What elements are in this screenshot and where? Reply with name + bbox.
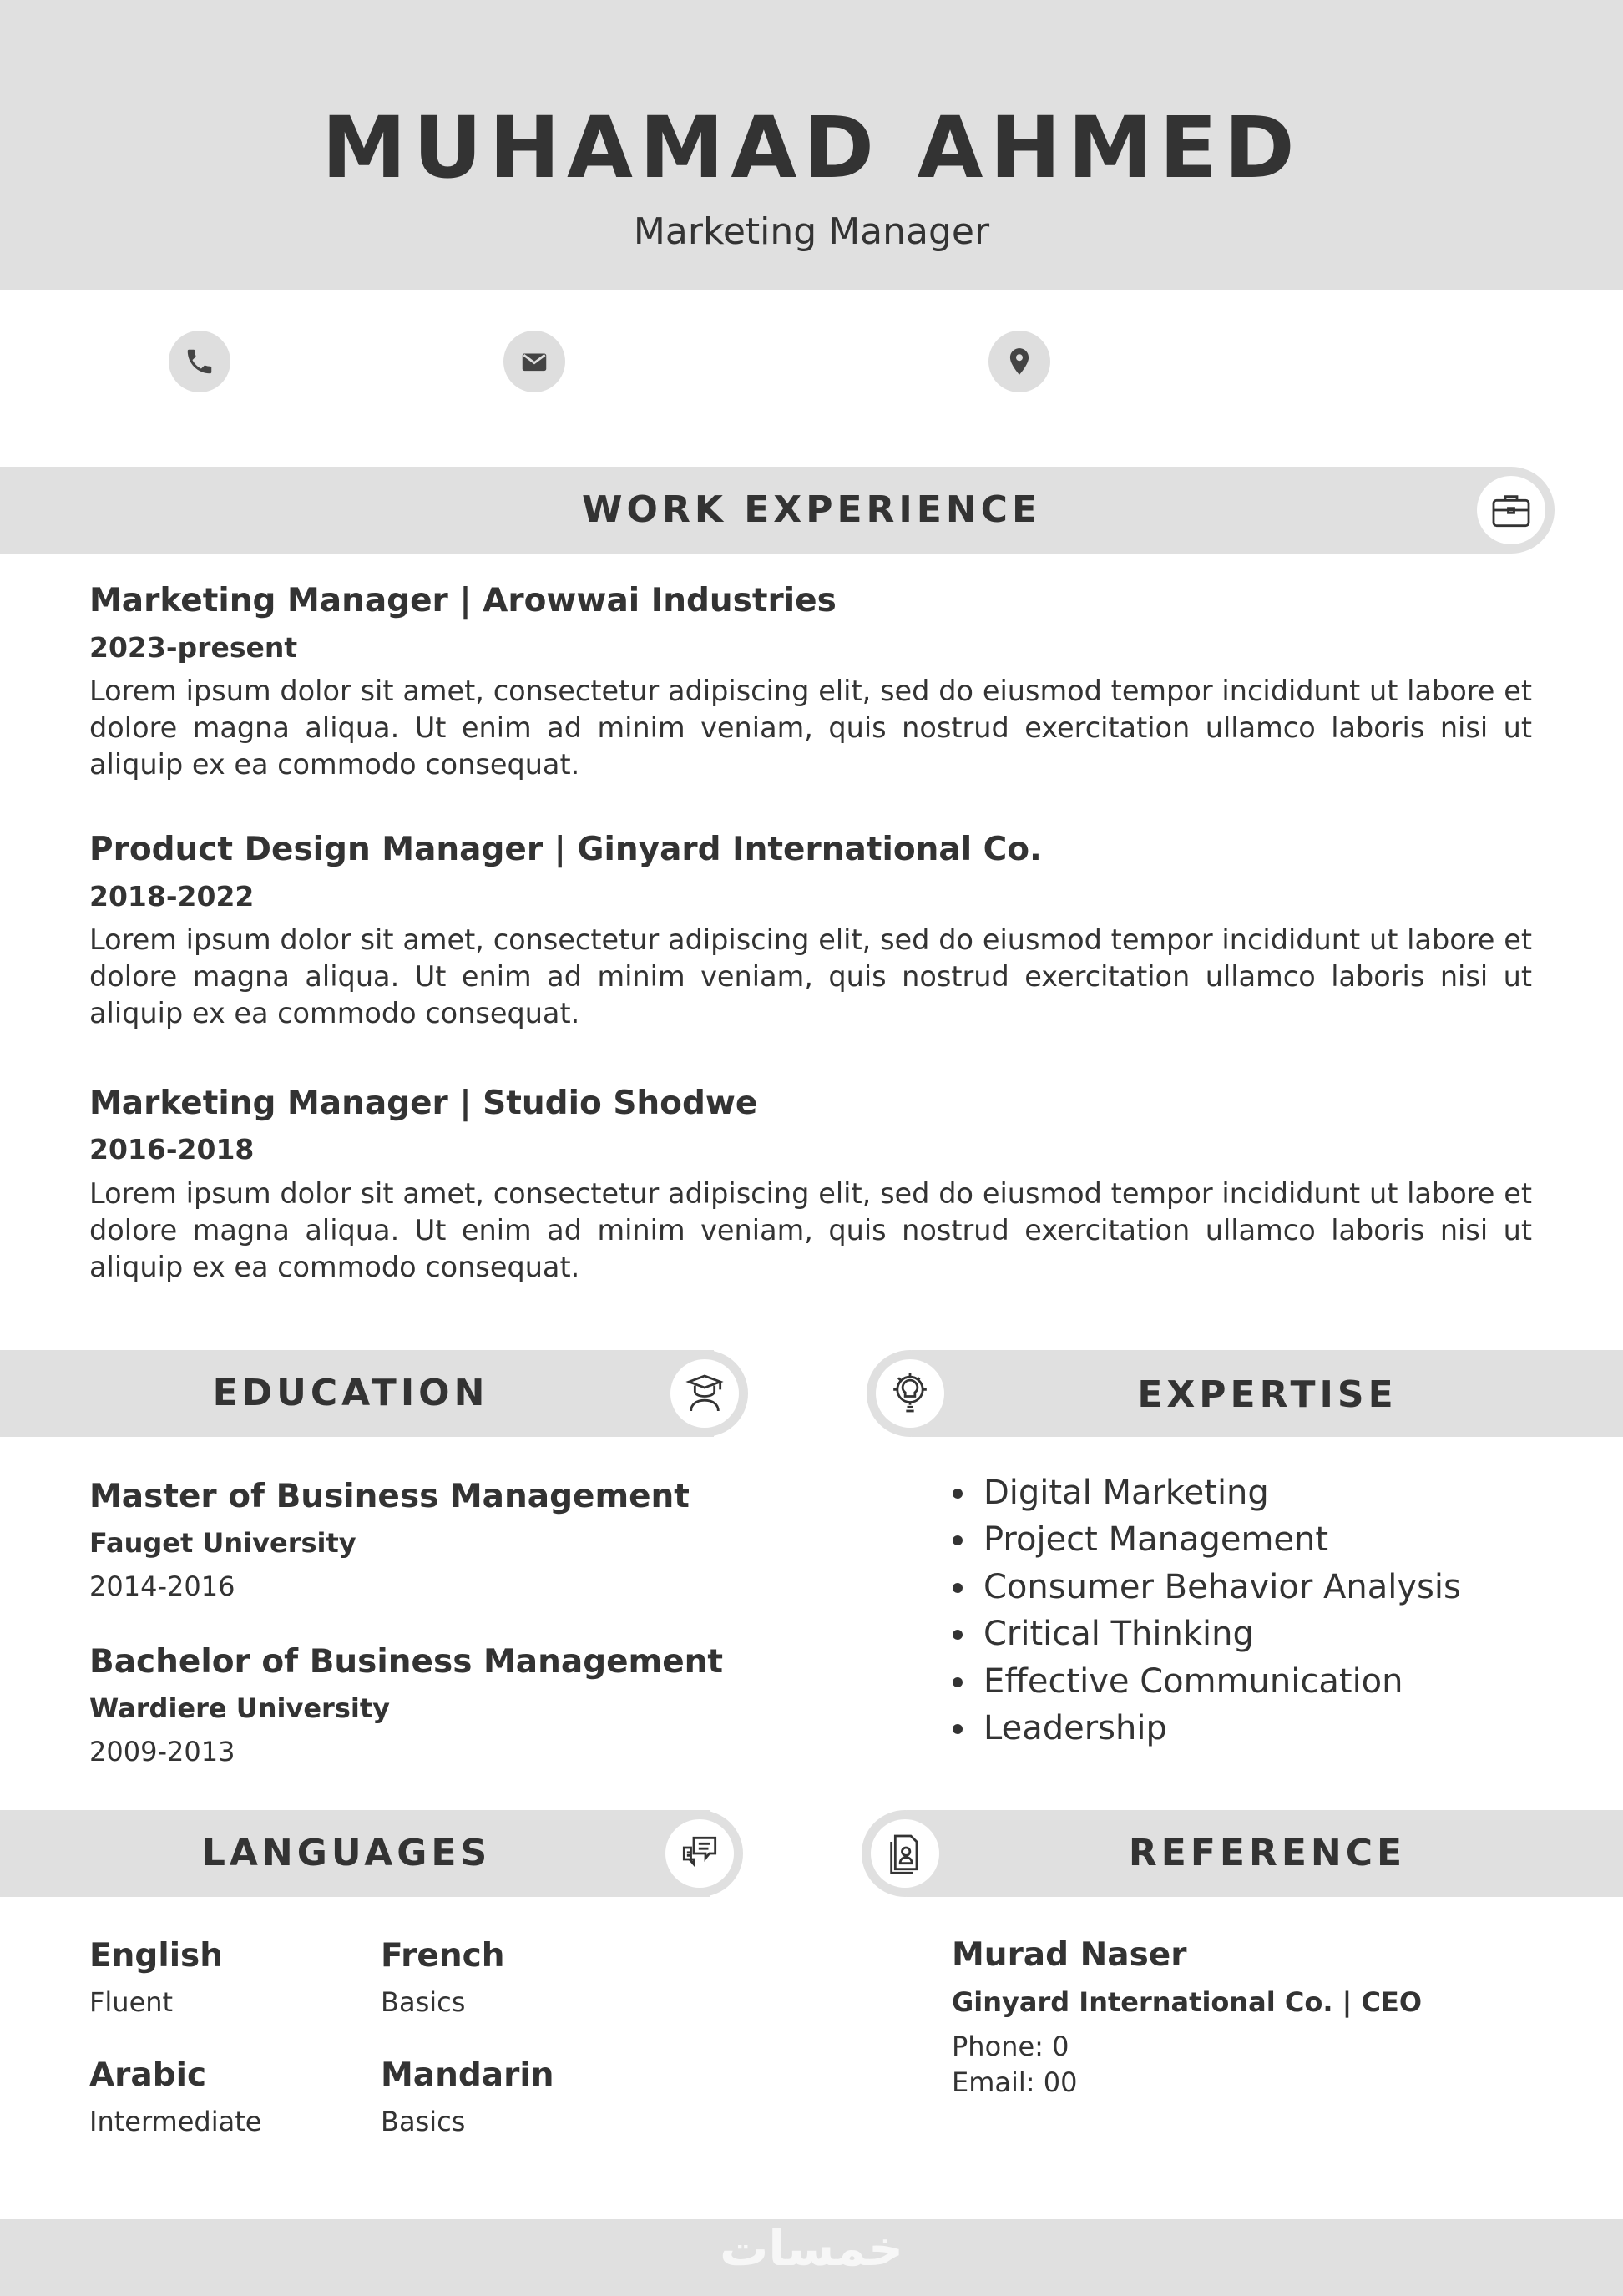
reference-icon-ring (862, 1810, 948, 1897)
job-title: Marketing Manager | Arowwai Industries (89, 582, 837, 620)
languages-icon-ring (656, 1810, 743, 1897)
language-level: Basics (381, 1986, 466, 2018)
job-description: Lorem ipsum dolor sit amet, consectetur adipiscing elit, sed do eiusmod tempor incididunt ut labore et dolore magna aliqua. Ut enim ad minim veniam, quis nostrud exercitation ullamco laboris nisi ut aliquip ex ea commodo consequat. (89, 923, 1532, 1029)
education-years: 2009-2013 (89, 1736, 235, 1768)
phone-icon[interactable] (169, 331, 230, 392)
briefcase-icon (1477, 476, 1545, 544)
language-name: Mandarin (381, 2056, 554, 2094)
languages-heading: LANGUAGES (201, 1832, 492, 1874)
list-item: • Project Management (978, 1516, 1461, 1563)
watermark: خمسات (720, 2220, 903, 2277)
job-title: Product Design Manager | Ginyard International Co. (89, 831, 1042, 868)
reference-email: Email: 00 (952, 2066, 1078, 2098)
education-years: 2014-2016 (89, 1570, 235, 1602)
list-item: • Consumer Behavior Analysis (978, 1564, 1461, 1611)
expertise-heading: EXPERTISE (1137, 1373, 1398, 1416)
work-experience-icon-ring (1468, 467, 1555, 554)
list-item: • Digital Marketing (978, 1469, 1461, 1516)
language-name: English (89, 1937, 224, 1975)
expertise-list (933, 1469, 1461, 1752)
graduate-icon (670, 1359, 739, 1428)
job-description: Lorem ipsum dolor sit amet, consectetur adipiscing elit, sed do eiusmod tempor incididunt ut labore et dolore magna aliqua. Ut enim ad minim veniam, quis nostrud exercitation ullamco laboris nisi ut aliquip ex ea commodo consequat. (89, 1177, 1532, 1283)
job-period: 2023-present (89, 631, 298, 664)
location-icon[interactable] (988, 331, 1050, 392)
job-description: Lorem ipsum dolor sit amet, consectetur adipiscing elit, sed do eiusmod tempor incididunt ut labore et dolore magna aliqua. Ut enim ad minim veniam, quis nostrud exercitation ullamco laboris nisi ut aliquip ex ea commodo consequat. (89, 675, 1532, 781)
candidate-name: MUHAMAD AHMED (321, 99, 1302, 198)
language-level: Fluent (89, 1986, 174, 2018)
lightbulb-gear-icon (876, 1359, 944, 1428)
candidate-title: Marketing Manager (633, 210, 990, 253)
reference-name: Murad Naser (952, 1936, 1187, 1974)
language-level: Intermediate (89, 2106, 262, 2137)
language-level: Basics (381, 2106, 466, 2137)
education-degree: Master of Business Management (89, 1478, 690, 1515)
reference-heading: REFERENCE (1128, 1832, 1407, 1874)
email-icon[interactable] (503, 331, 565, 392)
language-name: Arabic (89, 2056, 207, 2094)
education-degree: Bachelor of Business Management (89, 1643, 724, 1681)
education-heading: EDUCATION (212, 1372, 489, 1414)
job-period: 2018-2022 (89, 880, 255, 913)
chat-bubbles-icon (665, 1819, 734, 1888)
reference-phone: Phone: 0 (952, 2030, 1069, 2062)
language-name: French (381, 1937, 505, 1975)
contact-document-icon (871, 1819, 939, 1888)
education-school: Wardiere University (89, 1692, 390, 1724)
education-icon-ring (661, 1350, 748, 1437)
list-item: • Leadership (978, 1705, 1461, 1752)
list-item: • Critical Thinking (978, 1611, 1461, 1657)
list-item: • Effective Communication (978, 1658, 1461, 1705)
job-period: 2016-2018 (89, 1133, 255, 1166)
job-title: Marketing Manager | Studio Shodwe (89, 1085, 758, 1122)
education-school: Fauget University (89, 1527, 356, 1559)
reference-company: Ginyard International Co. | CEO (952, 1986, 1423, 2018)
expertise-icon-ring (867, 1350, 953, 1437)
work-experience-heading: WORK EXPERIENCE (582, 488, 1041, 531)
